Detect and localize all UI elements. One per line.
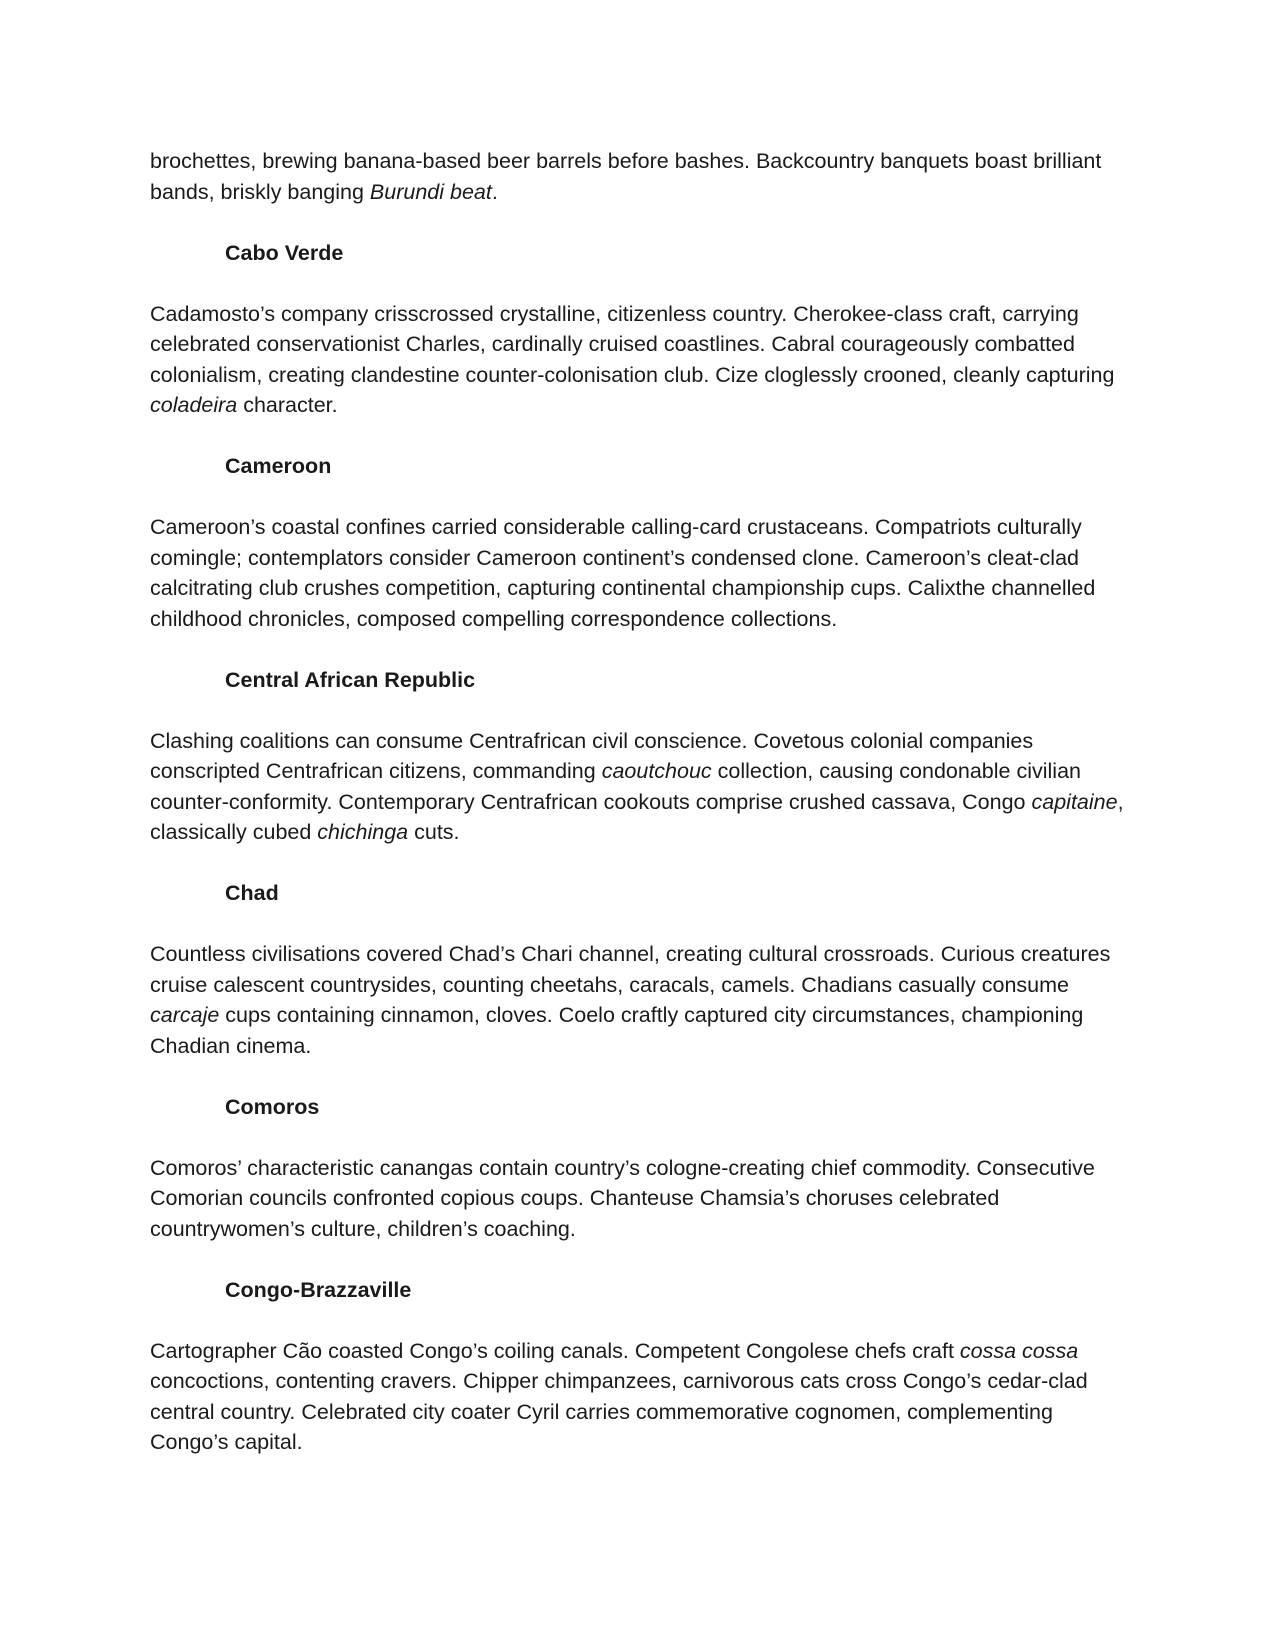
text-segment: cups containing cinnamon, cloves. Coelo craftly captured city circumstances, championing Chadian cinema. <box>150 1003 1084 1058</box>
paragraph-congo-brazzaville <box>150 1336 1130 1458</box>
text-segment: Cartographer Cão coasted Congo’s coiling canals. Competent Congolese chefs craft <box>150 1338 960 1363</box>
text-segment-italic: caoutchouc <box>601 759 712 783</box>
text-segment: Cameroon’s coastal confines carried considerable calling-card crustaceans. Compatriots culturally comingle; contemplators consider Cameroon continent’s condensed clone. Cameroon’s cleat-clad calcitrating club crushes competition, capturing continental championship cups. Calixthe channelled childhood chronicles, composed compelling correspondence collections. <box>150 515 1096 631</box>
text-segment-italic: cossa cossa <box>959 1338 1079 1363</box>
text-segment-italic: coladeira <box>150 393 238 417</box>
text-segment: . <box>491 179 498 204</box>
paragraph-central-african-republic <box>150 726 1130 848</box>
text-segment: character. <box>237 393 338 417</box>
text-segment-italic: capitaine <box>1031 789 1118 814</box>
text-segment: Countless civilisations covered Chad’s Chari channel, creating cultural crossroads. Curious creatures cruise calescent countrysides, counting cheetahs, caracals, camels. Chadians casually consume <box>150 942 1111 997</box>
heading-cameroon: Cameroon <box>225 454 332 478</box>
text-segment: brochettes, brewing banana-based beer barrels before bashes. Backcountry banquets boast brilliant bands, briskly banging <box>150 149 1102 204</box>
heading-comoros: Comoros <box>225 1094 320 1119</box>
text-segment-italic: chichinga <box>317 820 409 844</box>
heading-cabo-verde: Cabo Verde <box>225 240 344 265</box>
paragraph-cabo-verde <box>150 299 1130 421</box>
text-segment: Clashing coalitions can consume Centrafrican civil conscience. Covetous colonial companies conscripted Centrafrican citizens, commanding <box>150 728 1034 783</box>
text-segment-italic: Burundi beat <box>369 179 492 204</box>
text-segment: concoctions, contenting cravers. Chipper chimpanzees, carnivorous cats cross Congo’s cedar-clad central country. Celebrated city coater Cyril carries commemorative cognomen, complementing Congo’s capital. <box>150 1369 1088 1454</box>
heading-congo-brazzaville: Congo-Brazzaville <box>225 1277 412 1302</box>
paragraph-burundi-continued <box>150 146 1130 207</box>
text-segment-italic: carcaje <box>150 1003 220 1027</box>
paragraph-cameroon <box>150 512 1130 634</box>
paragraph-chad <box>150 939 1130 1061</box>
text-segment: collection, causing condonable civilian counter-conformity. Contemporary Centrafrican cookouts comprise crushed cassava, Congo <box>150 759 1081 814</box>
document-page <box>150 146 1130 1488</box>
text-segment: Comoros’ characteristic canangas contain country’s cologne-creating chief commodity. Consecutive Comorian councils confronted copious coups. Chanteuse Chamsia’s choruses celebrated countrywomen’s culture, children’s coaching. <box>150 1155 1095 1241</box>
paragraph-comoros <box>150 1153 1130 1245</box>
heading-central-african-republic: Central African Republic <box>225 667 476 692</box>
text-segment: Cadamosto’s company crisscrossed crystalline, citizenless country. Cherokee-class craft, carrying celebrated conservationist Charles, cardinally cruised coastlines. Cabral courageously combatted colonialism, creating clandestine counter-colonisation club. Cize cloglessly crooned, cleanly capturing <box>150 301 1115 387</box>
text-segment: cuts. <box>408 820 460 844</box>
text-segment: , classically cubed <box>150 789 1124 844</box>
heading-chad: Chad <box>225 881 279 905</box>
